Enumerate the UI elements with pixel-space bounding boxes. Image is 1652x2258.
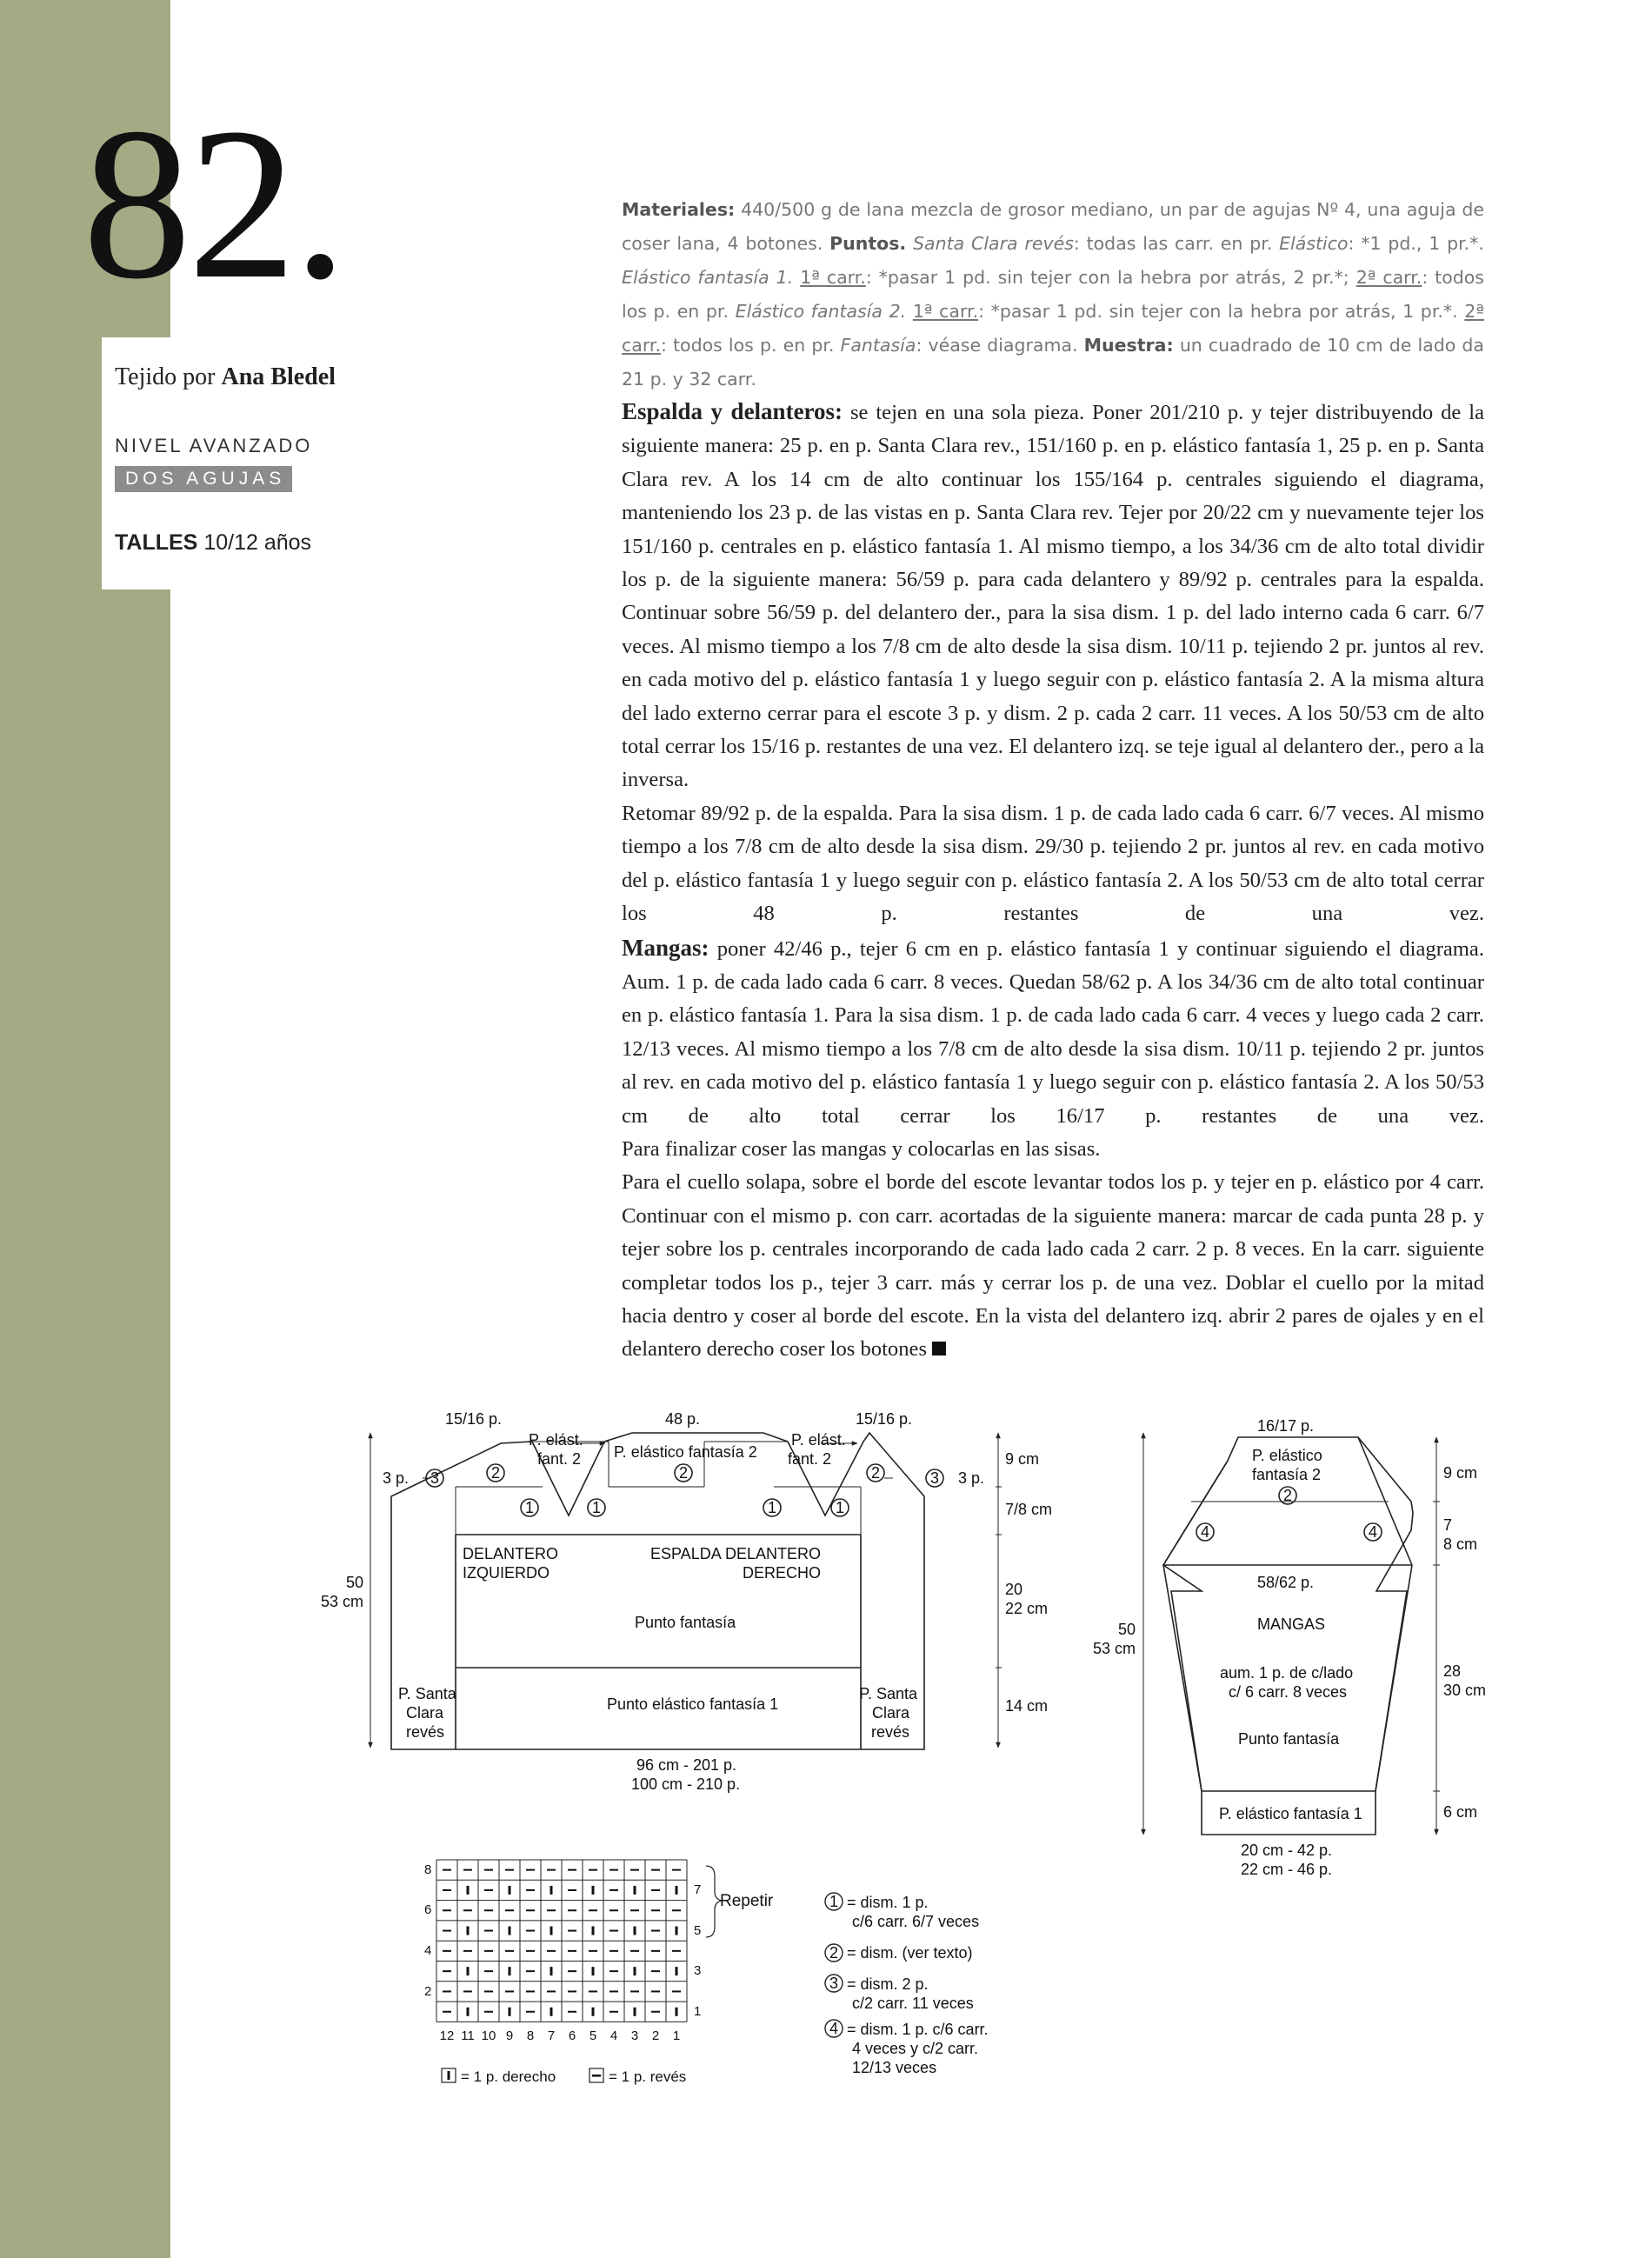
- chart-col-7: 7: [547, 2028, 556, 2043]
- stitch-cell: [676, 1967, 678, 1975]
- legend-2a: = dism. (ver texto): [847, 1944, 973, 1962]
- bd-delantero-izq-1: DELANTERO: [463, 1545, 559, 1562]
- stitch-cell: [651, 1990, 660, 1992]
- stitch-cell: [443, 1909, 451, 1911]
- sd-circle-2: 2: [1283, 1487, 1293, 1504]
- sd-r28: 28: [1443, 1662, 1462, 1680]
- stitch-cell: [568, 1930, 576, 1932]
- legend-derecho: = 1 p. derecho: [461, 2068, 556, 2085]
- chart-col-1: 1: [672, 2028, 681, 2043]
- stitch-cell: [592, 1886, 595, 1895]
- stitch-cell: [610, 1909, 618, 1911]
- legend-1a: = dism. 1 p.: [847, 1894, 929, 1911]
- stitch-cell: [550, 2008, 553, 2016]
- ef2-row1-text: : *pasar 1 pd. sin tejer con la hebra por atrás, 1 pr.*.: [978, 301, 1458, 322]
- bd-r20: 20: [1005, 1581, 1023, 1598]
- sd-h53: 53 cm: [1092, 1640, 1136, 1657]
- stitch-cell: [592, 1927, 595, 1935]
- sizes-label: TALLES: [115, 530, 198, 555]
- stitch-cell: [467, 2008, 470, 2016]
- numbered-legend: [825, 1893, 989, 2076]
- stitch-cell: [526, 1909, 535, 1911]
- stitch-cell: [630, 1990, 639, 1992]
- fantasia-label: Fantasía: [840, 335, 916, 356]
- chart-row-2: 2: [424, 1984, 432, 1999]
- stitch-cell: [634, 2008, 636, 2016]
- stitch-cell: [672, 1950, 681, 1952]
- bd-pef2-right-2: fant. 2: [788, 1450, 832, 1468]
- stitch-cell: [443, 2011, 451, 2013]
- stitch-cell: [651, 1970, 660, 1972]
- author-name: Ana Bledel: [221, 363, 336, 390]
- sd-h50: 50: [1117, 1621, 1136, 1638]
- stitch-cell: [634, 1886, 636, 1895]
- sd-r6: 6 cm: [1443, 1803, 1478, 1821]
- espalda-label: Espalda y delanteros:: [622, 398, 843, 424]
- sd-circle-4-right: 4: [1369, 1523, 1378, 1541]
- stitch-cell: [509, 1886, 511, 1895]
- stitch-cell: [610, 1970, 618, 1972]
- bd-circle-2-right: 2: [871, 1464, 881, 1482]
- stitch-cell: [547, 1909, 556, 1911]
- elastico-text: : *1 pd., 1 pr.*.: [1348, 233, 1484, 254]
- sd-r30: 30 cm: [1443, 1682, 1487, 1699]
- stitch-cell: [505, 1909, 514, 1911]
- bd-delantero-izq-2: IZQUIERDO: [463, 1564, 550, 1582]
- bd-circle-2-center: 2: [679, 1464, 689, 1482]
- stitch-cell: [484, 1930, 493, 1932]
- stitch-cell: [505, 1869, 514, 1871]
- stitch-cell: [547, 1990, 556, 1992]
- stitch-cell: [610, 1889, 618, 1891]
- bd-r78: 7/8 cm: [1005, 1501, 1053, 1518]
- bd-circle-1-b: 1: [592, 1499, 602, 1516]
- stitch-cell: [592, 1967, 595, 1975]
- bd-delantero-der-1: DELANTERO: [724, 1545, 821, 1562]
- sd-r8: 8 cm: [1443, 1535, 1478, 1553]
- materials-text: 440/500 g de lana mezcla de grosor mediano, un par de agujas Nº 4, una aguja de coser lana, 4 botones.: [622, 199, 1484, 254]
- stitch-cell: [610, 1990, 618, 1992]
- stitch-cell: [443, 1930, 451, 1932]
- chart-row-3: 3: [694, 1963, 702, 1978]
- stitch-cell: [568, 1909, 576, 1911]
- stitch-cell: [443, 1869, 451, 1871]
- stitch-cell: [651, 1930, 660, 1932]
- bd-santa-right-1: P. Santa: [859, 1685, 917, 1702]
- bd-h53: 53 cm: [320, 1593, 363, 1610]
- chart-col-6: 6: [568, 2028, 576, 2043]
- stitch-cell: [467, 1967, 470, 1975]
- bd-r14: 14 cm: [1005, 1697, 1049, 1715]
- stitch-cell: [550, 1927, 553, 1935]
- stitch-cell: [484, 1909, 493, 1911]
- stitch-cell: [526, 1950, 535, 1952]
- bd-top-center: 48 p.: [665, 1410, 701, 1428]
- stitch-cell: [672, 1990, 681, 1992]
- espalda-text: se tejen en una sola pieza. Poner 201/210 p. y tejer distribuyendo de la siguiente manera: 25 p. en p. Santa Clara rev., 151/160 p. en p. elástico fantasía 1, 25 p. en p. Santa Clara rev. A los 14 cm de alto continuar los 155/164 p. centrales siguiendo el diagrama, manteniendo los 23 p. de las vistas en p. Santa Clara rev. Tejer por 20/22 cm y nuevamente tejer los 151/160 p. centrales en p. elástico fantasía 1. Al mismo tiempo, a los 34/36 cm de alto total dividir los p. de la siguiente manera: 56/59 p. para cada delantero y 89/92 p. centrales para la espalda. Continuar sobre 56/59 p. del delantero der., para la sisa dism. 1 p. del lado interno cada 6 carr. 6/7 veces. Al mismo tiempo a los 7/8 cm de alto desde la sisa dism. 10/11 p. tejiendo 2 pr. juntos al rev. en cada motivo del p. elástico fantasía 1 y luego seguir con p. elástico fantasía 2. A la misma altura del lado externo cerrar para el escote 3 p. y dism. 2 p. cada 2 carr. 11 veces. A los 50/53 cm de alto total cerrar los 15/16 p. restantes de una vez. El delantero izq. se teje igual al delantero der., pero a la inversa.: [622, 401, 1484, 792]
- cuello-text: Para el cuello solapa, sobre el borde del escote levantar todos los p. y tejer en p. elástico por 4 carr. Continuar con el mismo p. con carr. acortadas de la siguiente manera: marcar de cada punta 28 p. y tejer sobre los p. centrales incorporando de cada lado cada 2 carr. 2 p. 8 veces. En la carr. siguiente completar todos los p., tejer 3 carr. más y cerrar los p. de una vez. Doblar el cuello por la mitad hacia dentro y coser al borde del escote. En la vista del delantero izq. abrir 2 pares de ojales y en el delantero derecho coser los botones: [622, 1170, 1484, 1362]
- stitch-cell: [634, 1967, 636, 1975]
- ef1-row2-label: 2ª carr.: [1356, 267, 1422, 288]
- bd-w1: 96 cm - 201 p.: [636, 1756, 737, 1774]
- stitch-cell: [484, 1990, 493, 1992]
- stitch-cell: [526, 1930, 535, 1932]
- stitch-cell: [589, 1869, 597, 1871]
- chart-col-8: 8: [526, 2028, 535, 2043]
- stitch-cell: [672, 1869, 681, 1871]
- puntos-label: Puntos.: [829, 233, 907, 254]
- mangas-label: Mangas:: [622, 934, 709, 961]
- stitch-cell: [630, 1869, 639, 1871]
- sd-top: 16/17 p.: [1257, 1417, 1315, 1435]
- technique-tag: DOS AGUJAS: [115, 466, 292, 492]
- stitch-grid: [436, 1860, 687, 2022]
- legend-4a: = dism. 1 p. c/6 carr.: [847, 2021, 989, 2038]
- stitch-cell: [463, 1990, 472, 1992]
- stitch-cell: [484, 1889, 493, 1891]
- stitch-cell: [589, 1909, 597, 1911]
- stitch-cell: [634, 1927, 636, 1935]
- repeat-label: Repetir: [720, 1892, 774, 1910]
- sd-mid: 58/62 p.: [1257, 1574, 1315, 1591]
- stitch-cell: [505, 1950, 514, 1952]
- sd-aum-1: aum. 1 p. de c/lado: [1220, 1664, 1354, 1682]
- ef2-row2-label: 2ª carr.: [622, 301, 1484, 356]
- sd-w1: 20 cm - 42 p.: [1241, 1842, 1333, 1859]
- stitch-cell: [651, 1889, 660, 1891]
- chart-col-10: 10: [481, 2028, 496, 2043]
- bd-punto-ef1: Punto elástico fantasía 1: [607, 1695, 779, 1713]
- bd-pef2-center: P. elástico fantasía 2: [614, 1443, 757, 1461]
- stitch-cell: [509, 2008, 511, 2016]
- bd-circle-1-a: 1: [525, 1499, 535, 1516]
- body-diagram-labels: [321, 1410, 1052, 1793]
- stitch-cell: [509, 1967, 511, 1975]
- stitch-cell: [568, 1950, 576, 1952]
- ef2-label: Elástico fantasía 2.: [735, 301, 907, 322]
- bd-r22: 22 cm: [1005, 1600, 1049, 1617]
- stitch-cell: [463, 1950, 472, 1952]
- chart-row-5: 5: [694, 1923, 702, 1938]
- stitch-cell: [526, 1869, 535, 1871]
- chart-col-9: 9: [505, 2028, 514, 2043]
- legend-3a: = dism. 2 p.: [847, 1975, 929, 1993]
- chart-row-1: 1: [694, 2004, 702, 2019]
- stitch-chart: [424, 1860, 774, 2085]
- stitch-cell: [505, 1990, 514, 1992]
- chart-row-8: 8: [424, 1862, 432, 1877]
- chart-col-5: 5: [589, 2028, 597, 2043]
- chart-col-4: 4: [610, 2028, 618, 2043]
- sd-pef2-1: P. elástico: [1252, 1447, 1322, 1464]
- bd-circle-1-c: 1: [768, 1499, 777, 1516]
- stitch-cell: [547, 1869, 556, 1871]
- stitch-cell: [484, 1970, 493, 1972]
- chart-col-11: 11: [461, 2028, 475, 2043]
- bd-top-left: 15/16 p.: [445, 1410, 503, 1428]
- legend-circle-3: 3: [829, 1975, 839, 1992]
- pattern-number: 82.: [83, 83, 344, 324]
- author-prefix: Tejido por: [115, 363, 216, 390]
- muestra-label: Muestra:: [1083, 335, 1174, 356]
- stitch-cell: [547, 1950, 556, 1952]
- retomar-text: Retomar 89/92 p. de la espalda. Para la sisa dism. 1 p. de cada lado cada 6 carr. 6/7 veces. Al mismo tiempo a los 7/8 cm de alto desde la sisa dism. 29/30 p. tejiendo 2 pr. juntos al rev. en cada motivo del p. elástico fantasía 1 y luego seguir con p. elástico fantasía 2. A los 50/53 cm de alto total cerrar los 48 p. restantes de una vez.: [622, 801, 1484, 926]
- stitch-cell: [610, 1869, 618, 1871]
- sd-title: MANGAS: [1257, 1615, 1326, 1633]
- muestra-text: un cuadrado de 10 cm de lado da 21 p. y 32 carr.: [622, 335, 1484, 390]
- stitch-cell: [610, 1950, 618, 1952]
- stitch-cell: [463, 1909, 472, 1911]
- fantasia-text: : véase diagrama.: [916, 335, 1078, 356]
- stitch-cell: [443, 1889, 451, 1891]
- legend-circle-2: 2: [829, 1944, 839, 1962]
- stitch-cell: [484, 1950, 493, 1952]
- stitch-cell: [443, 1950, 451, 1952]
- legend-1b: c/6 carr. 6/7 veces: [852, 1913, 980, 1930]
- bd-pef2-left-2: fant. 2: [537, 1450, 582, 1468]
- sd-r9: 9 cm: [1443, 1464, 1478, 1482]
- stitch-cell: [568, 2011, 576, 2013]
- bd-santa-right-3: revés: [870, 1723, 909, 1741]
- bd-santa-left-2: Clara: [406, 1704, 444, 1722]
- sd-punto-fantasia: Punto fantasía: [1238, 1730, 1340, 1748]
- stitch-cell: [589, 1990, 597, 1992]
- stitch-cell: [568, 1889, 576, 1891]
- stitch-cell: [443, 1990, 451, 1992]
- sd-r7: 7: [1443, 1516, 1453, 1534]
- stitch-cell: [526, 1889, 535, 1891]
- sd-aum-2: c/ 6 carr. 8 veces: [1229, 1683, 1348, 1701]
- stitch-cell: [484, 1869, 493, 1871]
- stitch-cell: [676, 1927, 678, 1935]
- stitch-cell: [550, 1967, 553, 1975]
- stitch-cell: [467, 1927, 470, 1935]
- stitch-cell: [509, 1927, 511, 1935]
- chart-col-2: 2: [651, 2028, 660, 2043]
- sd-pef1: P. elástico fantasía 1: [1219, 1805, 1362, 1822]
- stitch-cell: [651, 1950, 660, 1952]
- stitch-cell: [592, 2008, 595, 2016]
- bd-santa-right-2: Clara: [871, 1704, 909, 1722]
- stitch-cell: [526, 2011, 535, 2013]
- sleeve-diagram-labels: [1093, 1417, 1486, 1878]
- stitch-cell: [568, 1869, 576, 1871]
- legend-4b: 4 veces y c/2 carr.: [852, 2040, 979, 2057]
- stitch-cell: [610, 2011, 618, 2013]
- finalizar-text: Para finalizar coser las mangas y colocarlas en las sisas.: [622, 1136, 1101, 1161]
- bd-pef2-right-1: P. elást.: [791, 1431, 846, 1449]
- stitch-cell: [651, 1909, 660, 1911]
- bd-santa-left-3: revés: [406, 1723, 445, 1741]
- stitch-cell: [589, 1950, 597, 1952]
- bd-punto-fantasia: Punto fantasía: [635, 1614, 736, 1631]
- stitch-cell: [676, 1886, 678, 1895]
- stitch-cell: [463, 1869, 472, 1871]
- santa-clara-text: : todas las carr. en pr.: [1073, 233, 1273, 254]
- chart-col-12: 12: [439, 2028, 455, 2043]
- bd-espalda: ESPALDA: [650, 1545, 722, 1562]
- ef2-row2-text: : todos los p. en pr.: [660, 335, 835, 356]
- stitch-cell: [651, 1869, 660, 1871]
- bd-r9: 9 cm: [1005, 1450, 1040, 1468]
- chart-col-3: 3: [630, 2028, 639, 2043]
- bd-circle-3-right: 3: [930, 1469, 940, 1487]
- bd-santa-left-1: P. Santa: [398, 1685, 456, 1702]
- bd-w2: 100 cm - 210 p.: [631, 1775, 741, 1793]
- santa-clara-label: Santa Clara revés: [913, 233, 1074, 254]
- sd-pef2-2: fantasía 2: [1252, 1466, 1322, 1483]
- ef1-row1-label: 1ª carr.: [800, 267, 866, 288]
- stitch-cell: [651, 2011, 660, 2013]
- bd-circle-2-left: 2: [491, 1464, 501, 1482]
- skill-level: NIVEL AVANZADO: [115, 435, 313, 456]
- elastico-label: Elástico: [1279, 233, 1349, 254]
- legend-circle-4: 4: [829, 2020, 839, 2037]
- bd-circle-1-d: 1: [836, 1499, 845, 1516]
- stitch-cell: [467, 1886, 470, 1895]
- stitch-cell: [526, 1970, 535, 1972]
- stitch-cell: [676, 2008, 678, 2016]
- stitch-cell: [443, 1970, 451, 1972]
- bd-circle-3-left: 3: [430, 1469, 440, 1487]
- materials-label: Materiales:: [622, 199, 736, 220]
- stitch-cell: [630, 1950, 639, 1952]
- stitch-cell: [526, 1990, 535, 1992]
- ef1-row1-text: : *pasar 1 pd. sin tejer con la hebra por atrás, 2 pr.*;: [865, 267, 1349, 288]
- sd-w2: 22 cm - 46 p.: [1241, 1861, 1333, 1878]
- legend-4c: 12/13 veces: [852, 2059, 937, 2076]
- bd-pef2-left-1: P. elást.: [529, 1431, 583, 1449]
- bd-h50: 50: [345, 1574, 363, 1591]
- chart-row-4: 4: [424, 1943, 432, 1958]
- ef2-row1-label: 1ª carr.: [912, 301, 979, 322]
- legend-3b: c/2 carr. 11 veces: [852, 1995, 974, 2012]
- stitch-cell: [672, 1909, 681, 1911]
- stitch-cell: [630, 1909, 639, 1911]
- stitch-cell: [568, 1990, 576, 1992]
- sizes-value: 10/12 años: [203, 530, 312, 555]
- ef1-row2-text: : todos los p. en pr.: [622, 267, 1484, 322]
- bd-3p-right: 3 p.: [958, 1469, 985, 1487]
- ef1-label: Elástico fantasía 1.: [622, 267, 794, 288]
- sd-circle-4-left: 4: [1201, 1523, 1210, 1541]
- stitch-cell: [484, 2011, 493, 2013]
- mangas-text: poner 42/46 p., tejer 6 cm en p. elástico fantasía 1 y continuar siguiendo el diagrama. Aum. 1 p. de cada lado cada 6 carr. 8 veces. Quedan 58/62 p. A los 34/36 cm de alto total continuar en p. elástico fantasía 1. Para la sisa dism. 1 p. de cada lado cada 6 carr. 4 veces y luego cada 2 carr. 12/13 veces. Al mismo tiempo a los 7/8 cm de alto desde la sisa dism. 10/11 p. tejiendo 2 pr. juntos al rev. en cada motivo del p. elástico fantasía 1 y luego seguir con p. elástico fantasía 2. A los 50/53 cm de alto total cerrar los 16/17 p. restantes de una vez.: [622, 936, 1484, 1128]
- bd-delantero-der-2: DERECHO: [742, 1564, 821, 1582]
- stitch-cell: [550, 1886, 553, 1895]
- legend-circle-1: 1: [829, 1893, 839, 1910]
- chart-row-7: 7: [694, 1882, 702, 1897]
- bd-top-right: 15/16 p.: [856, 1410, 913, 1428]
- chart-row-6: 6: [424, 1902, 432, 1917]
- legend-reves: = 1 p. revés: [609, 2068, 687, 2085]
- stitch-cell: [610, 1930, 618, 1932]
- stitch-cell: [568, 1970, 576, 1972]
- bd-3p-left: 3 p.: [383, 1469, 410, 1487]
